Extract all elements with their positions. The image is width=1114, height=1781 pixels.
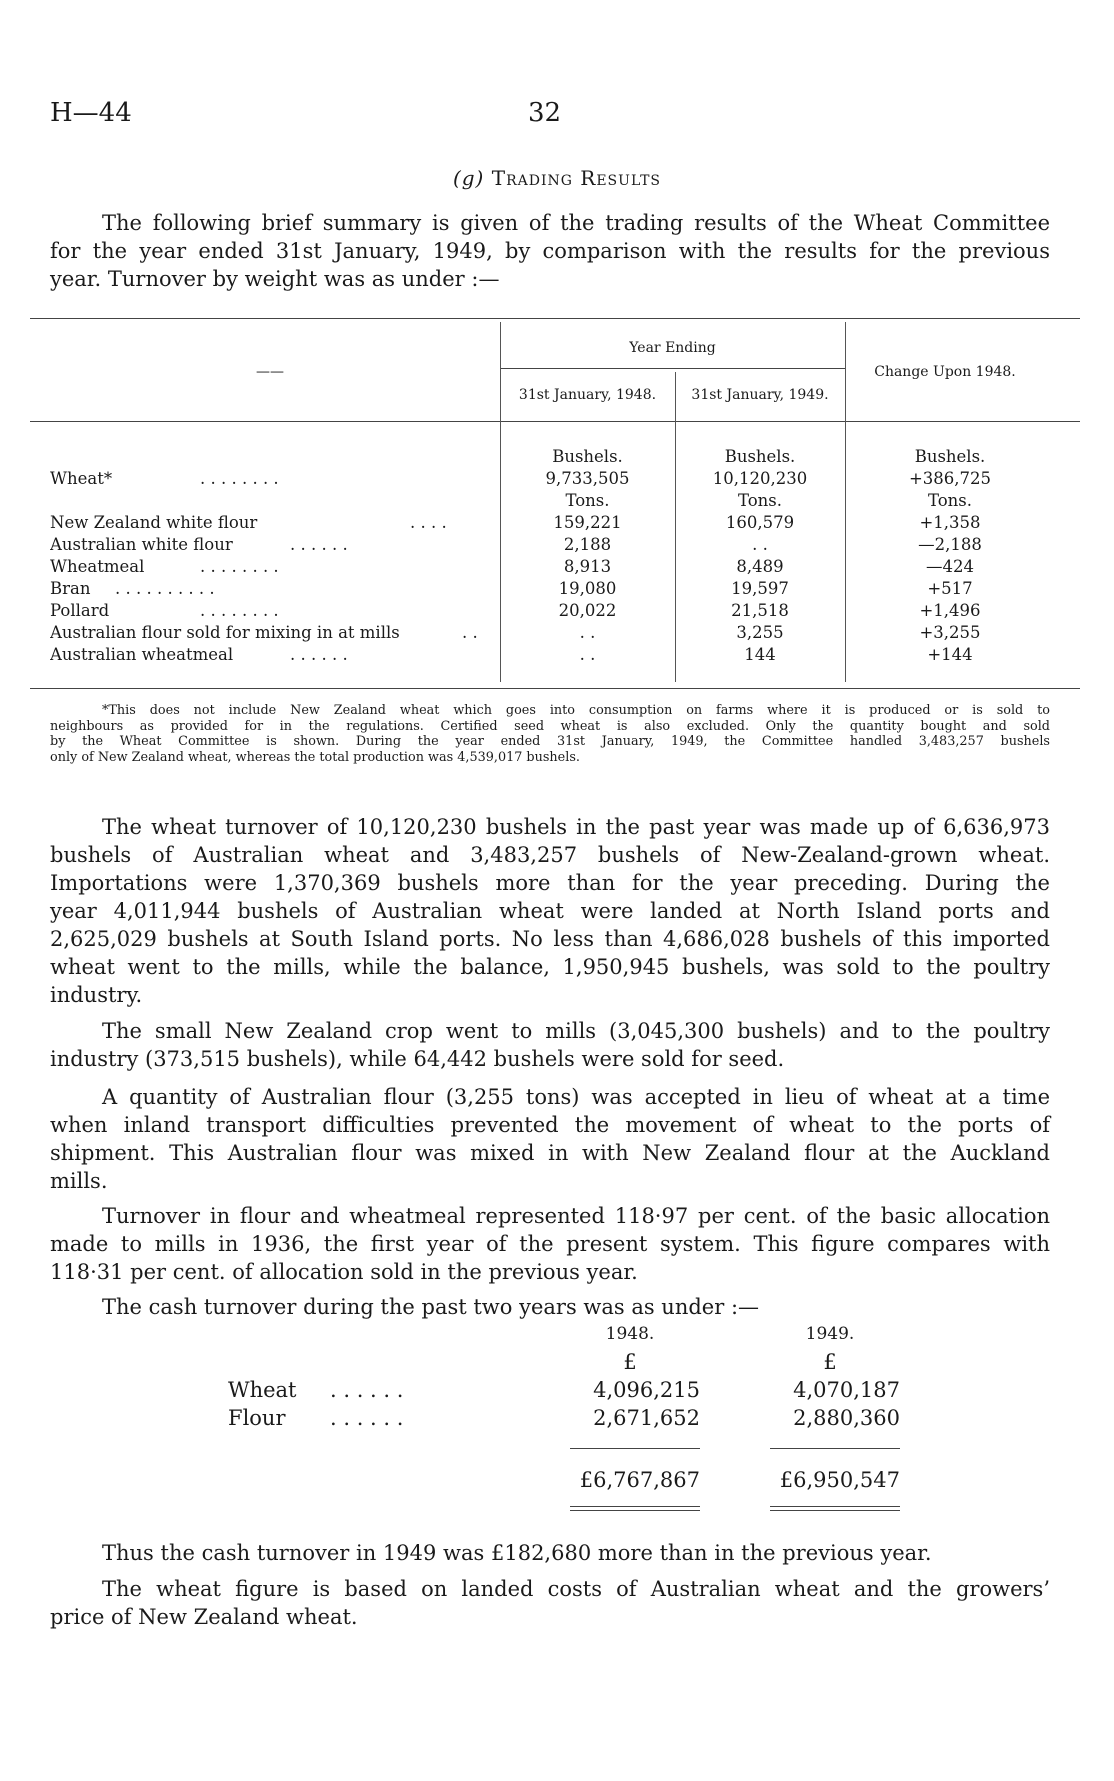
- year-ending-header: Year Ending: [629, 340, 716, 356]
- text-line: A quantity of Australian flour (3,255 tons) was accepted in lieu of wheat at a time: [102, 1085, 1050, 1109]
- row-label: Flour: [228, 1406, 286, 1430]
- col-1948-header: 31st January, 1948.: [518, 387, 657, 403]
- text-line: price of New Zealand wheat.: [50, 1605, 358, 1629]
- value-change: +386,725: [908, 469, 992, 488]
- stub-header: ——: [256, 364, 284, 380]
- body-paragraph: [50, 1293, 1050, 1321]
- table-bottom-rule: [30, 688, 1080, 689]
- value-change: +3,255: [919, 623, 981, 642]
- text-line: The wheat turnover of 10,120,230 bushels in the past year was made up of 6,636,973: [102, 815, 1050, 839]
- value-change: +144: [927, 645, 973, 664]
- leader-dots: . . . . . . . .: [200, 557, 279, 576]
- value-change: —424: [926, 557, 974, 576]
- value-1948: 9,733,505: [545, 469, 630, 488]
- section-title: (g) Trading Results: [452, 166, 662, 190]
- text-line: bushels of Australian wheat and 3,483,257 bushels of New-Zealand-grown wheat.: [50, 843, 1050, 867]
- cash-year-1949: 1949.: [805, 1324, 855, 1344]
- value-1949: 4,070,187: [793, 1378, 900, 1402]
- value-1948: 4,096,215: [593, 1378, 700, 1402]
- row-label: Australian white flour: [50, 535, 233, 554]
- text-line: The cash turnover during the past two years was as under :—: [102, 1295, 760, 1319]
- text-line: industry.: [50, 983, 143, 1007]
- subtotal-rule: [570, 1448, 700, 1449]
- value-change: +1,496: [919, 601, 981, 620]
- unit-label: Bushels.: [552, 447, 623, 466]
- value-1949: 2,880,360: [793, 1406, 900, 1430]
- text-line: made to mills in 1936, the first year of the present system. This figure compares with: [50, 1232, 1050, 1256]
- page-number: 32: [528, 98, 562, 128]
- text-line: The small New Zealand crop went to mills (3,045,300 bushels) and to the poultry: [102, 1019, 1050, 1043]
- cash-year-1948: 1948.: [605, 1324, 655, 1344]
- leader-dots: . . . . . . . .: [200, 469, 279, 488]
- text-line: shipment. This Australian flour was mixed in with New Zealand flour at the Auckland: [50, 1141, 1050, 1165]
- total-double-rule: [770, 1510, 900, 1511]
- body-paragraph: [50, 1083, 1050, 1195]
- text-line: 2,625,029 bushels at South Island ports. No less than 4,686,028 bushels of this imported: [50, 927, 1050, 951]
- leader-dots: . . . . . .: [330, 1406, 404, 1430]
- currency-label: £: [623, 1350, 637, 1374]
- leader-dots: . . . .: [410, 513, 447, 532]
- text-line: mills.: [50, 1169, 108, 1193]
- row-label: Pollard: [50, 601, 110, 620]
- value-1948: . .: [579, 623, 596, 642]
- leader-dots: . . . . . . . .: [200, 601, 279, 620]
- leader-dots: . . . . . .: [330, 1378, 404, 1402]
- leader-dots: . . . . . . . . . .: [115, 579, 215, 598]
- table-header-rule: [30, 421, 1080, 422]
- value-1949: . .: [752, 535, 768, 554]
- value-1948: 8,913: [563, 557, 612, 576]
- leader-dots: . . . . . .: [290, 535, 348, 554]
- text-line: The wheat figure is based on landed costs of Australian wheat and the growers’: [102, 1577, 1050, 1601]
- text-line: when inland transport difficulties prevented the movement of wheat to the ports of: [50, 1113, 1050, 1137]
- value-1949: 10,120,230: [712, 469, 808, 488]
- col-1949-header: 31st January, 1949.: [691, 387, 829, 403]
- row-label: New Zealand white flour: [50, 513, 258, 532]
- table-top-rule: [30, 318, 1080, 319]
- page-reference: H—44: [50, 98, 132, 128]
- unit-label: Bushels.: [724, 447, 796, 466]
- leader-dots: . .: [462, 623, 478, 642]
- total-double-rule: [570, 1510, 700, 1511]
- row-label: Wheat: [228, 1378, 297, 1402]
- text-line: year. Turnover by weight was as under :—: [50, 267, 500, 291]
- group-header-rule: [500, 368, 845, 369]
- currency-label: £: [823, 1350, 837, 1374]
- value-1949: 8,489: [736, 557, 784, 576]
- row-label: Wheatmeal: [50, 557, 145, 576]
- total-1949: £6,950,547: [779, 1468, 900, 1492]
- text-line: Thus the cash turnover in 1949 was £182,680 more than in the previous year.: [102, 1541, 932, 1565]
- text-line: 118·31 per cent. of allocation sold in the previous year.: [50, 1260, 638, 1284]
- value-1948: . .: [579, 645, 596, 664]
- total-double-rule: [570, 1506, 700, 1507]
- total-double-rule: [770, 1506, 900, 1507]
- value-change: +1,358: [919, 513, 981, 532]
- text-line: year 4,011,944 bushels of Australian wheat were landed at North Island ports and: [50, 899, 1050, 923]
- value-1949: 144: [744, 645, 776, 664]
- footnote-line: only of New Zealand wheat, whereas the total production was 4,539,017 bushels.: [50, 749, 580, 765]
- subtotal-rule: [770, 1448, 900, 1449]
- footnote-line: neighbours as provided for in the regulations. Certified seed wheat is also excluded. Only the quantity bought and sold: [50, 718, 1050, 734]
- row-label: Australian flour sold for mixing in at mills: [50, 623, 400, 642]
- change-header: Change Upon 1948.: [874, 364, 1016, 380]
- text-line: for the year ended 31st January, 1949, by comparison with the results for the previous: [50, 239, 1050, 263]
- text-line: Turnover in flour and wheatmeal represented 118·97 per cent. of the basic allocation: [102, 1204, 1050, 1228]
- unit-label: Tons.: [738, 491, 782, 510]
- text-line: Importations were 1,370,369 bushels more than for the year preceding. During the: [50, 871, 1050, 895]
- value-1949: 160,579: [725, 513, 795, 532]
- row-label: Bran: [50, 579, 91, 598]
- unit-label: Tons.: [928, 491, 972, 510]
- text-line: industry (373,515 bushels), while 64,442 bushels were sold for seed.: [50, 1047, 785, 1071]
- footnote-line: by the Wheat Committee is shown. During the year ended 31st January, 1949, the Committee handled 3,483,257 bushels: [50, 734, 1050, 749]
- footnote-line: *This does not include New Zealand wheat which goes into consumption on farms where it is produced or is sold to: [102, 703, 1050, 718]
- body-paragraph: [50, 813, 1050, 1009]
- intro-paragraph: [50, 209, 1050, 293]
- text-line: wheat went to the mills, while the balance, 1,950,945 bushels, was sold to the poultry: [50, 955, 1050, 979]
- leader-dots: . . . . . .: [290, 645, 348, 664]
- row-label: Australian wheatmeal: [50, 645, 234, 664]
- unit-label: Tons.: [565, 491, 610, 510]
- body-paragraph: [50, 1575, 1050, 1631]
- value-1948: 2,188: [563, 535, 612, 554]
- value-1949: 21,518: [731, 601, 789, 620]
- total-1948: £6,767,867: [579, 1468, 700, 1492]
- body-paragraph: [50, 1539, 1050, 1567]
- row-label: Wheat*: [50, 469, 113, 488]
- value-change: —2,188: [918, 535, 982, 554]
- value-change: +517: [927, 579, 973, 598]
- unit-label: Bushels.: [914, 447, 986, 466]
- value-1949: 3,255: [736, 623, 784, 642]
- body-paragraph: [50, 1202, 1050, 1286]
- value-1948: 20,022: [558, 601, 617, 620]
- value-1948: 159,221: [553, 513, 622, 532]
- value-1948: 2,671,652: [593, 1406, 700, 1430]
- text-line: The following brief summary is given of the trading results of the Wheat Committee: [102, 211, 1050, 235]
- body-paragraph: [50, 1017, 1050, 1073]
- value-1949: 19,597: [731, 579, 789, 598]
- table-footnote: [50, 703, 1050, 765]
- value-1948: 19,080: [558, 579, 617, 598]
